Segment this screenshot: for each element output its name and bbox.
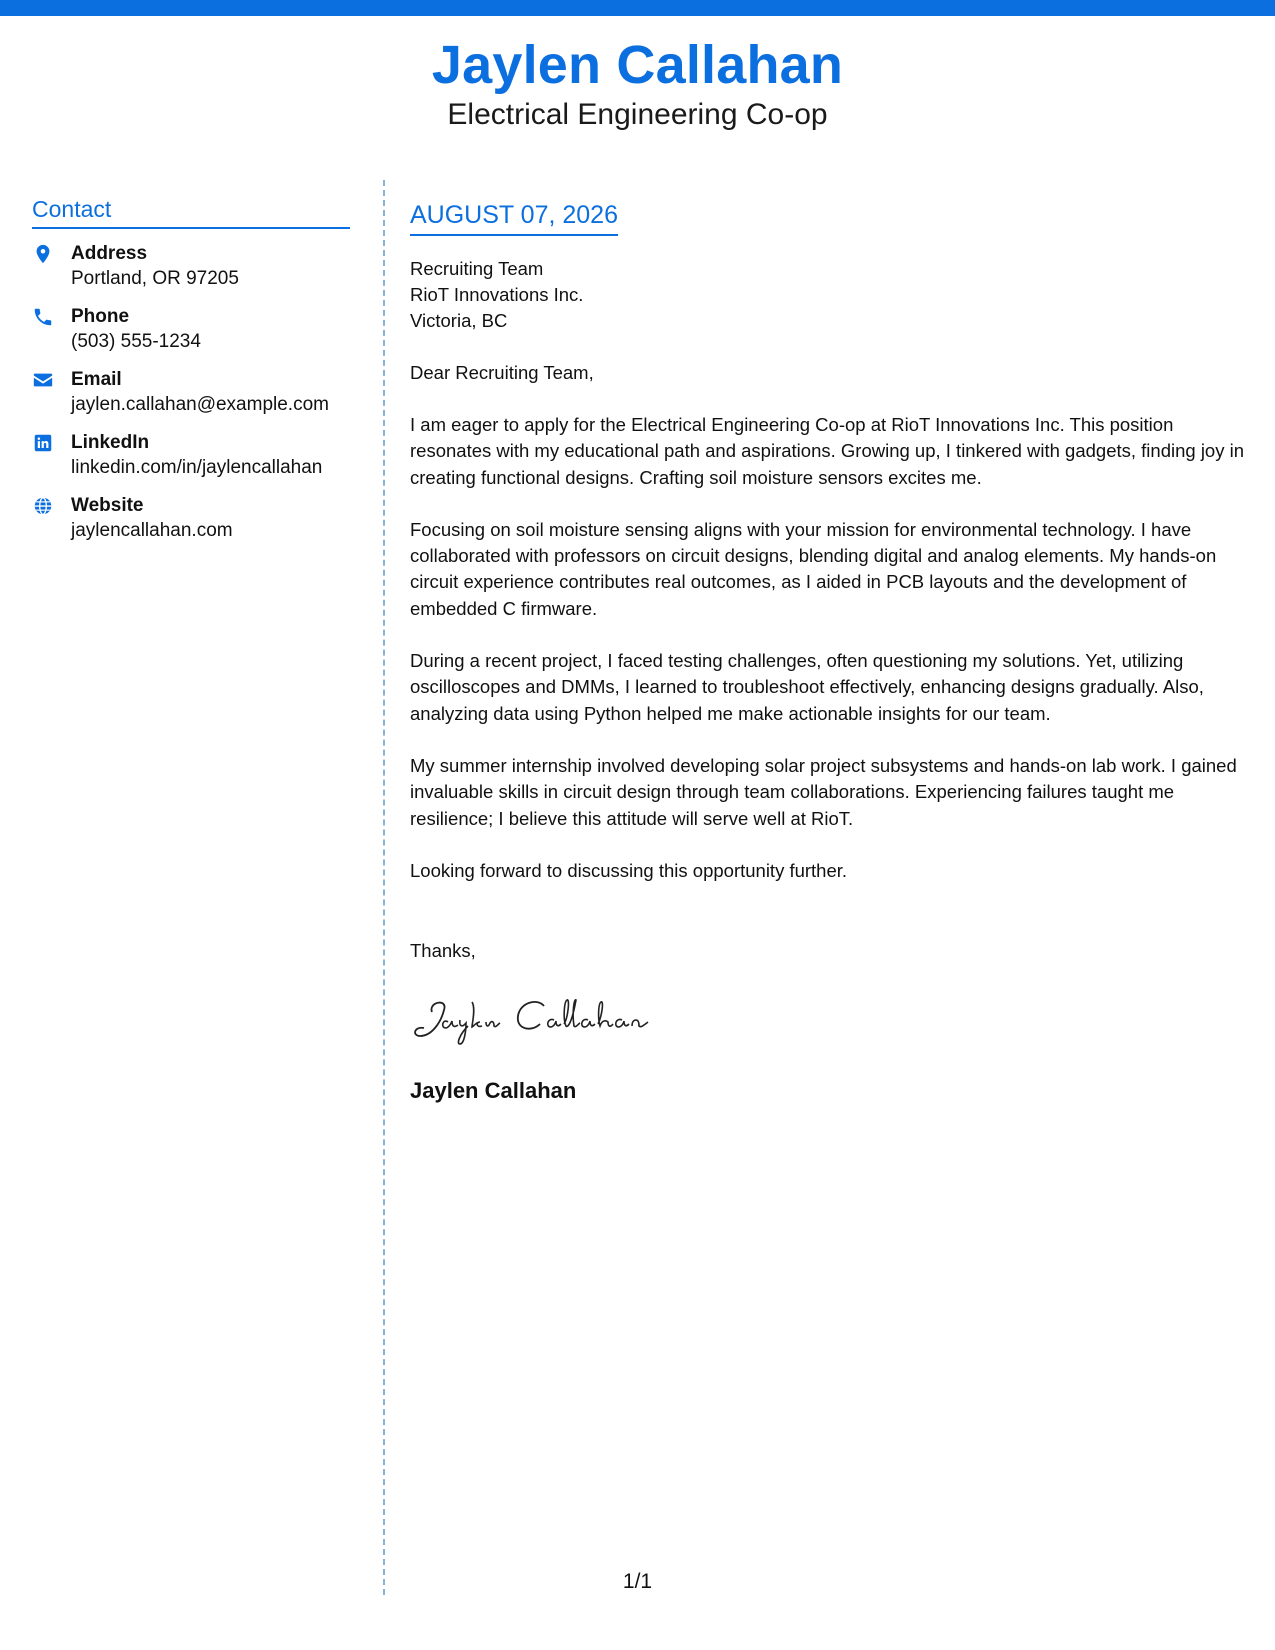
contact-item-address [32,241,350,304]
phone-icon [32,306,54,328]
recipient-line: Victoria, BC [410,310,508,331]
recipient-line: RioT Innovations Inc. [410,284,584,305]
letter-header [0,36,1275,133]
letter-date: AUGUST 07, 2026 [410,201,618,229]
contact-label-email: Email [71,369,122,390]
contact-list [32,241,350,556]
recipient-line: Recruiting Team [410,258,544,279]
contact-value-website: jaylencallahan.com [71,520,233,541]
body-paragraph: My summer internship involved developing solar project subsystems and hands-on lab work. I gained invaluable skills in circuit design through team collaborations. Experiencing failures taught me resilience; I believe this attitude will serve well at RioT. [410,754,1237,829]
contact-item-website [32,493,350,556]
date-block [410,200,618,236]
handwritten-signature [410,990,670,1050]
applicant-title: Electrical Engineering Co-op [447,98,828,132]
contact-item-linkedin [32,430,350,493]
body-paragraph: Looking forward to discussing this opportunity further. [410,859,848,881]
recipient-block [410,256,1245,334]
globe-icon [32,495,54,517]
salutation: Dear Recruiting Team, [410,362,594,383]
column-divider [383,180,385,1595]
letter-body [410,200,1245,1105]
body-paragraph: I am eager to apply for the Electrical Engineering Co-op at RioT Innovations Inc. This position resonates with my educational path and aspirations. Growing up, I tinkered with gadgets, finding joy in creating functional designs. Crafting soil moisture sensors excites me. [410,414,1245,488]
contact-item-email [32,367,350,430]
contact-label-address: Address [71,243,148,264]
closing: Thanks, [410,940,476,962]
contact-item-phone [32,304,350,367]
contact-value-address: Portland, OR 97205 [71,268,239,289]
envelope-icon [32,369,54,391]
linkedin-icon [32,432,54,454]
contact-label-phone: Phone [71,306,130,327]
body-paragraph: During a recent project, I faced testing challenges, often questioning my solutions. Yet, utilizing oscilloscopes and DMMs, I learned to troubleshoot effectively, enhancing designs gradually. Also, analyzing data using Python helped me make actionable insights for our team. [410,650,1204,724]
signer-name: Jaylen Callahan [410,1078,577,1104]
top-accent-bar [0,0,1275,16]
contact-label-website: Website [71,495,144,516]
contact-value-linkedin: linkedin.com/in/jaylencallahan [71,457,323,478]
contact-sidebar [32,196,350,556]
body-paragraph: Focusing on soil moisture sensing aligns with your mission for environmental technology. I have collaborated with professors on circuit designs, blending digital and analog elements. My hands-on circuit experience contributes real outcomes, as I aided in PCB layouts and the development of embedded C firmware. [410,518,1217,619]
contact-value-phone: (503) 555-1234 [71,331,201,352]
contact-value-email: jaylen.callahan@example.com [71,394,329,415]
location-pin-icon [32,243,54,265]
contact-heading: Contact [32,196,350,229]
contact-label-linkedin: LinkedIn [71,432,150,453]
page-number: 1/1 [622,1570,653,1593]
applicant-name: Jaylen Callahan [431,35,844,95]
